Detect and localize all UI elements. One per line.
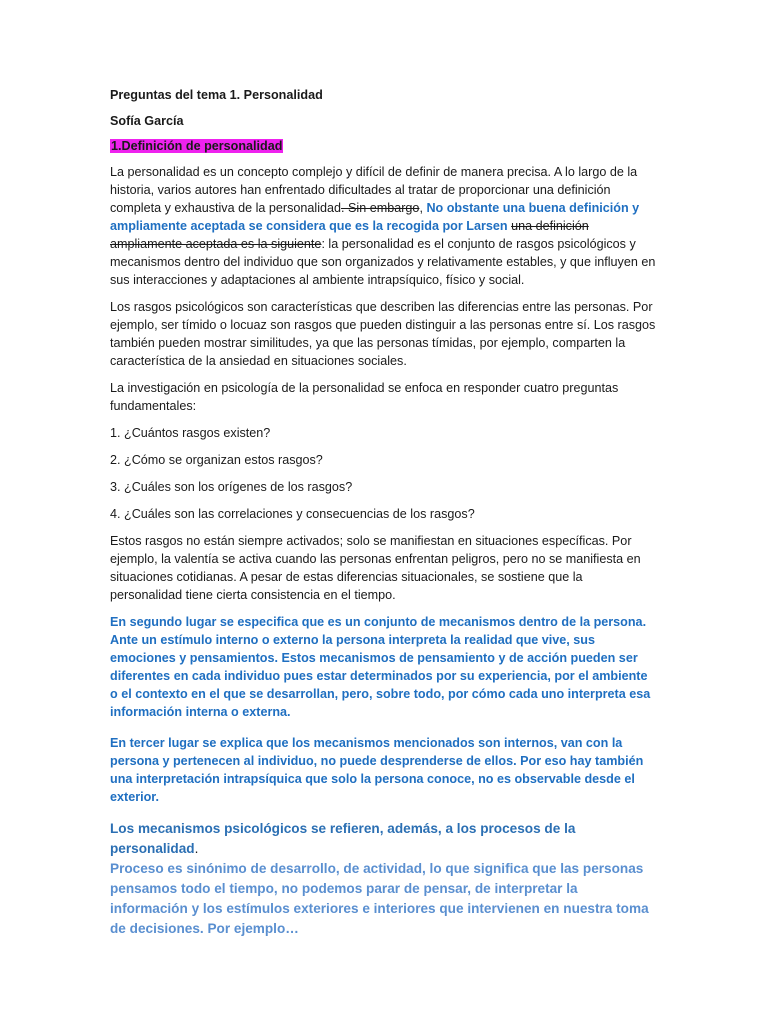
paragraph-rasgos: Los rasgos psicológicos son características que describen las diferencias entre las personas. Por ejemplo, ser tímido o locuaz son rasgos que pueden distinguir a las personas entre sí. Los rasgos también pueden mostrar similitudes, ya que las personas tímidas, por ejemplo, comparten la característica de la ansiedad en situaciones sociales. <box>110 300 656 368</box>
question-item-2: 2. ¿Cómo se organizan estos rasgos? <box>110 453 323 467</box>
definition-text-1: La personalidad es un concepto complejo y difícil de definir de manera precisa. A lo largo de la historia, varios autores han enfrentado dificultades al tratar de proporcionar una definición completa y exhaustiva de la personalidad <box>110 165 638 215</box>
inserted-text-larsen: No obstante una buena definición y ampliamente aceptada se considera que es la recogida por Larsen <box>110 201 640 233</box>
paragraph-mecanismos-lead <box>110 819 658 859</box>
definition-text-4: : la personalidad es el conjunto de rasgos psicológicos y mecanismos dentro del individuo que son organizados y relativamente estables, y que influyen en sus interacciones y adaptaciones al ambiente intrapsíquico, físico y social. <box>110 237 656 287</box>
struck-text-definicion: una definición ampliamente aceptada es la siguiente <box>110 219 589 251</box>
paragraph-investigacion: La investigación en psicología de la personalidad se enfoca en responder cuatro preguntas fundamentales: <box>110 381 619 413</box>
document-title: Preguntas del tema 1. Personalidad <box>110 88 323 102</box>
section-heading-wrap <box>110 137 658 155</box>
section-heading: 1.Definición de personalidad <box>111 139 283 153</box>
paragraph-tercer-lugar: En tercer lugar se explica que los mecanismos mencionados son internos, van con la persona y pertenecen al individuo, no puede desprenderse de ellos. Por eso hay también una interpretación intrapsíquica que solo la persona conoce, no es observable desde el exterior. <box>110 736 644 804</box>
question-item-4: 4. ¿Cuáles son las correlaciones y consecuencias de los rasgos? <box>110 507 475 521</box>
question-item-3: 3. ¿Cuáles son los orígenes de los rasgos? <box>110 480 353 494</box>
paragraph-definition <box>110 163 658 289</box>
paragraph-segundo-lugar: En segundo lugar se especifica que es un conjunto de mecanismos dentro de la persona. Ante un estímulo interno o externo la persona interpreta la realidad que vive, sus emociones y pensamientos. Estos mecanismos de pensamiento y de acción pueden ser diferentes en cada individuo pues estar determinados por su experiencia, por el ambiente o el contexto en el que se desarrollan, pero, sobre todo, por cómo cada uno interpreta esa información interna o externa. <box>110 615 651 719</box>
paragraph-activacion: Estos rasgos no están siempre activados; solo se manifiestan en situaciones específicas. Por ejemplo, la valentía se activa cuando las personas enfrentan peligros, pero no se manifiesta en situaciones cotidianas. A pesar de estas diferencias situacionales, se sostiene que la personalidad tiene cierta consistencia en el tiempo. <box>110 534 641 602</box>
struck-text-sin-embargo: . Sin embargo <box>341 201 420 215</box>
document-author: Sofía García <box>110 114 184 128</box>
question-item-1: 1. ¿Cuántos rasgos existen? <box>110 426 271 440</box>
mecanismos-lead-text: Los mecanismos psicológicos se refieren, además, a los procesos de la personalidad <box>110 821 576 856</box>
definition-text-2: , <box>419 201 427 215</box>
paragraph-proceso: Proceso es sinónimo de desarrollo, de actividad, lo que significa que las personas pensamos todo el tiempo, no podemos parar de pensar, de interpretar la información y los estímulos exteriores e interiores que intervienen en nuestra toma de decisiones. Por ejemplo… <box>110 861 649 936</box>
mecanismos-lead-dot: . <box>194 841 199 856</box>
